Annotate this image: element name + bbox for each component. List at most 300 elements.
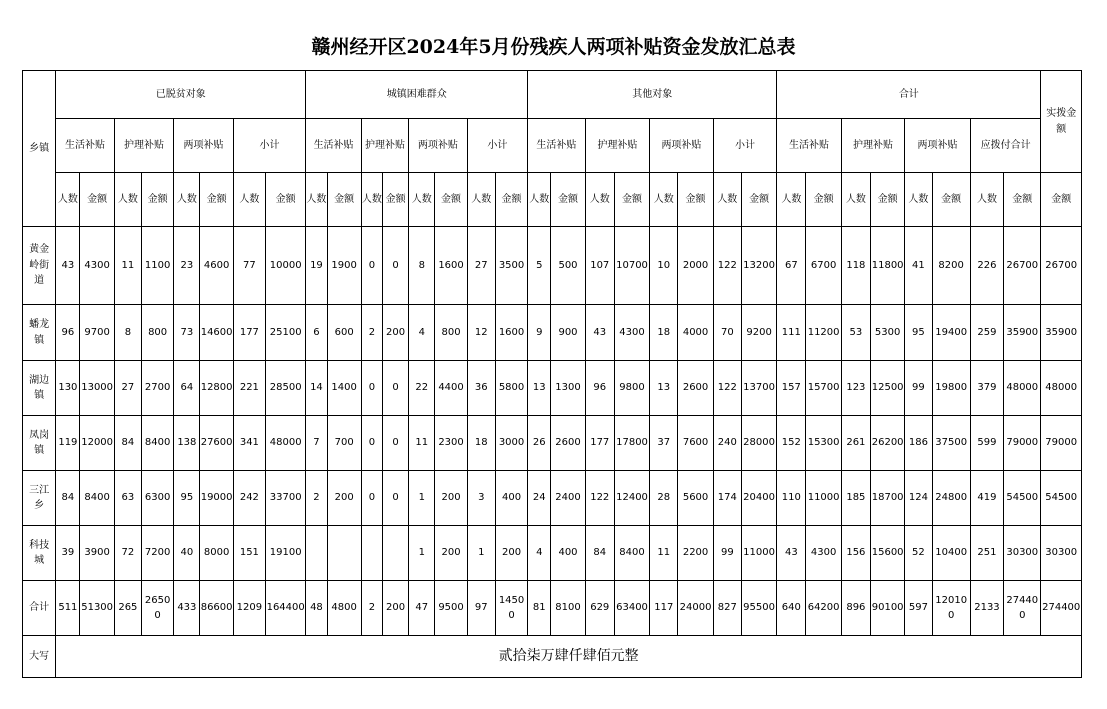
unit-header-people: 人数 xyxy=(361,173,382,227)
data-cell: 15300 xyxy=(806,416,841,471)
data-cell: 265 xyxy=(114,581,141,636)
data-cell: 24800 xyxy=(932,471,970,526)
data-cell: 54500 xyxy=(1041,471,1082,526)
sub-header-both: 两项补贴 xyxy=(905,119,971,173)
data-cell: 12500 xyxy=(871,361,905,416)
data-cell: 10000 xyxy=(266,227,306,305)
data-cell: 72 xyxy=(114,526,141,581)
data-cell: 26700 xyxy=(1004,227,1041,305)
data-cell: 1100 xyxy=(141,227,173,305)
data-cell: 19 xyxy=(306,227,327,305)
data-cell: 117 xyxy=(650,581,678,636)
data-cell: 0 xyxy=(361,227,382,305)
table-row xyxy=(23,416,1082,471)
data-cell: 0 xyxy=(382,416,408,471)
data-cell: 11 xyxy=(650,526,678,581)
data-cell: 67 xyxy=(777,227,806,305)
data-cell: 17800 xyxy=(614,416,649,471)
data-cell: 8000 xyxy=(200,526,233,581)
data-cell: 36 xyxy=(467,361,495,416)
sub-header-living: 生活补贴 xyxy=(306,119,361,173)
data-cell: 156 xyxy=(841,526,870,581)
data-cell: 30300 xyxy=(1041,526,1082,581)
data-cell: 10700 xyxy=(614,227,649,305)
data-cell: 1 xyxy=(409,526,435,581)
data-cell: 37500 xyxy=(932,416,970,471)
data-cell: 26700 xyxy=(1041,227,1082,305)
data-cell: 26200 xyxy=(871,416,905,471)
sub-header-nursing: 护理补贴 xyxy=(361,119,408,173)
unit-header-people: 人数 xyxy=(306,173,327,227)
data-cell: 107 xyxy=(585,227,614,305)
sub-header-nursing: 护理补贴 xyxy=(585,119,650,173)
data-cell: 20400 xyxy=(741,471,776,526)
data-cell: 14600 xyxy=(200,305,233,361)
data-cell: 640 xyxy=(777,581,806,636)
data-cell: 19100 xyxy=(266,526,306,581)
data-cell: 251 xyxy=(970,526,1003,581)
data-cell: 1 xyxy=(467,526,495,581)
data-cell: 1400 xyxy=(327,361,361,416)
data-cell: 122 xyxy=(713,227,741,305)
unit-header-people: 人数 xyxy=(56,173,80,227)
unit-header-people: 人数 xyxy=(174,173,200,227)
sub-header-payable: 应拨付合计 xyxy=(970,119,1041,173)
table-row xyxy=(23,361,1082,416)
data-cell: 18 xyxy=(650,305,678,361)
town-cell: 蟠龙镇 xyxy=(23,305,56,361)
data-cell: 259 xyxy=(970,305,1003,361)
data-cell: 33700 xyxy=(266,471,306,526)
data-cell: 130 xyxy=(56,361,80,416)
data-cell: 84 xyxy=(56,471,80,526)
data-cell: 1600 xyxy=(435,227,467,305)
data-cell: 341 xyxy=(233,416,265,471)
unit-header-people: 人数 xyxy=(841,173,870,227)
data-cell: 8200 xyxy=(932,227,970,305)
sub-header-nursing: 护理补贴 xyxy=(841,119,905,173)
data-cell: 110 xyxy=(777,471,806,526)
daxie-label: 大写 xyxy=(23,636,56,678)
data-cell: 2600 xyxy=(551,416,585,471)
data-cell: 99 xyxy=(905,361,932,416)
header-row-sub xyxy=(23,119,1082,173)
data-cell: 30300 xyxy=(1004,526,1041,581)
data-cell: 900 xyxy=(551,305,585,361)
page-title: 赣州经开区2024年5月份残疾人两项补贴资金发放汇总表 xyxy=(311,36,796,58)
sub-header-living: 生活补贴 xyxy=(777,119,842,173)
data-cell: 12800 xyxy=(200,361,233,416)
data-cell: 4400 xyxy=(435,361,467,416)
data-cell: 95500 xyxy=(741,581,776,636)
data-cell: 15700 xyxy=(806,361,841,416)
data-cell: 22 xyxy=(409,361,435,416)
data-cell: 8 xyxy=(114,305,141,361)
data-cell: 124 xyxy=(905,471,932,526)
data-cell: 12400 xyxy=(614,471,649,526)
data-cell: 597 xyxy=(905,581,932,636)
data-cell: 15600 xyxy=(871,526,905,581)
data-cell: 97 xyxy=(467,581,495,636)
data-cell: 3500 xyxy=(495,227,527,305)
data-cell: 8400 xyxy=(614,526,649,581)
town-cell: 合计 xyxy=(23,581,56,636)
data-cell: 13 xyxy=(650,361,678,416)
data-cell: 4 xyxy=(528,526,551,581)
data-cell: 2200 xyxy=(678,526,713,581)
unit-header-people: 人数 xyxy=(585,173,614,227)
data-cell: 70 xyxy=(713,305,741,361)
data-cell: 2000 xyxy=(678,227,713,305)
data-cell: 2 xyxy=(306,471,327,526)
data-cell: 200 xyxy=(495,526,527,581)
data-cell: 419 xyxy=(970,471,1003,526)
data-cell: 11 xyxy=(114,227,141,305)
data-cell: 111 xyxy=(777,305,806,361)
data-cell: 8 xyxy=(409,227,435,305)
data-cell: 3000 xyxy=(495,416,527,471)
header-row-groups xyxy=(23,71,1082,119)
data-cell: 26500 xyxy=(141,581,173,636)
town-cell: 湖边镇 xyxy=(23,361,56,416)
data-cell: 6700 xyxy=(806,227,841,305)
unit-header-people: 人数 xyxy=(233,173,265,227)
town-header: 乡镇 xyxy=(23,71,56,227)
data-cell: 64200 xyxy=(806,581,841,636)
data-cell: 261 xyxy=(841,416,870,471)
data-cell xyxy=(306,526,327,581)
data-cell: 5600 xyxy=(678,471,713,526)
data-cell: 4300 xyxy=(80,227,114,305)
data-cell: 1 xyxy=(409,471,435,526)
data-cell: 433 xyxy=(174,581,200,636)
data-cell: 43 xyxy=(56,227,80,305)
data-cell: 11 xyxy=(409,416,435,471)
unit-header-people: 人数 xyxy=(467,173,495,227)
data-cell: 200 xyxy=(382,305,408,361)
data-cell: 511 xyxy=(56,581,80,636)
data-cell: 47 xyxy=(409,581,435,636)
data-cell: 63 xyxy=(114,471,141,526)
unit-header-amount: 金额 xyxy=(266,173,306,227)
table-row xyxy=(23,581,1082,636)
table-row xyxy=(23,227,1082,305)
unit-header-amount: 金额 xyxy=(614,173,649,227)
data-cell: 4600 xyxy=(200,227,233,305)
data-cell: 51300 xyxy=(80,581,114,636)
unit-header-amount: 金额 xyxy=(932,173,970,227)
data-cell: 19000 xyxy=(200,471,233,526)
data-cell: 28000 xyxy=(741,416,776,471)
data-cell: 39 xyxy=(56,526,80,581)
data-cell: 48000 xyxy=(1041,361,1082,416)
data-cell: 63400 xyxy=(614,581,649,636)
data-cell: 13200 xyxy=(741,227,776,305)
data-cell: 35900 xyxy=(1041,305,1082,361)
data-cell: 40 xyxy=(174,526,200,581)
data-cell xyxy=(327,526,361,581)
unit-header-amount: 金额 xyxy=(495,173,527,227)
data-cell: 0 xyxy=(382,227,408,305)
data-cell: 599 xyxy=(970,416,1003,471)
group-header-chengzhen: 城镇困难群众 xyxy=(306,71,528,119)
data-cell xyxy=(361,526,382,581)
data-cell: 2700 xyxy=(141,361,173,416)
data-cell: 3 xyxy=(467,471,495,526)
sub-header-subtotal: 小计 xyxy=(713,119,777,173)
data-cell: 14 xyxy=(306,361,327,416)
data-cell: 7 xyxy=(306,416,327,471)
data-cell: 2600 xyxy=(678,361,713,416)
data-cell: 152 xyxy=(777,416,806,471)
data-cell: 5300 xyxy=(871,305,905,361)
data-cell: 79000 xyxy=(1004,416,1041,471)
data-cell: 41 xyxy=(905,227,932,305)
data-cell: 48 xyxy=(306,581,327,636)
data-cell: 200 xyxy=(435,526,467,581)
unit-header-amount: 金额 xyxy=(435,173,467,227)
data-cell: 43 xyxy=(585,305,614,361)
town-cell: 黄金岭街道 xyxy=(23,227,56,305)
data-cell: 18700 xyxy=(871,471,905,526)
data-cell: 700 xyxy=(327,416,361,471)
data-cell: 27600 xyxy=(200,416,233,471)
data-cell: 400 xyxy=(551,526,585,581)
unit-header-amount: 金额 xyxy=(678,173,713,227)
unit-header-amount: 金额 xyxy=(551,173,585,227)
data-cell: 4300 xyxy=(806,526,841,581)
data-cell: 400 xyxy=(495,471,527,526)
data-cell: 99 xyxy=(713,526,741,581)
subsidy-summary-table xyxy=(22,70,1082,678)
unit-header-people: 人数 xyxy=(409,173,435,227)
data-cell: 23 xyxy=(174,227,200,305)
unit-header-people: 人数 xyxy=(114,173,141,227)
data-cell: 25100 xyxy=(266,305,306,361)
data-cell: 84 xyxy=(585,526,614,581)
sub-header-subtotal: 小计 xyxy=(233,119,306,173)
data-cell: 1209 xyxy=(233,581,265,636)
data-cell: 27 xyxy=(114,361,141,416)
data-cell: 27 xyxy=(467,227,495,305)
unit-header-people: 人数 xyxy=(970,173,1003,227)
data-cell: 274400 xyxy=(1041,581,1082,636)
data-cell: 200 xyxy=(327,471,361,526)
data-cell: 3900 xyxy=(80,526,114,581)
data-cell: 1300 xyxy=(551,361,585,416)
daxie-value: 贰拾柒万肆仟肆佰元整 xyxy=(56,636,1082,678)
data-cell: 200 xyxy=(382,581,408,636)
sub-header-living: 生活补贴 xyxy=(56,119,114,173)
data-cell: 0 xyxy=(382,361,408,416)
data-cell: 827 xyxy=(713,581,741,636)
data-cell xyxy=(382,526,408,581)
data-cell: 64 xyxy=(174,361,200,416)
unit-header-amount: 金额 xyxy=(1041,173,1082,227)
data-cell: 9800 xyxy=(614,361,649,416)
data-cell: 37 xyxy=(650,416,678,471)
data-cell: 4000 xyxy=(678,305,713,361)
data-cell: 53 xyxy=(841,305,870,361)
data-cell: 19800 xyxy=(932,361,970,416)
data-cell: 0 xyxy=(382,471,408,526)
data-cell: 2400 xyxy=(551,471,585,526)
data-cell: 2300 xyxy=(435,416,467,471)
data-cell: 9700 xyxy=(80,305,114,361)
data-cell: 9200 xyxy=(741,305,776,361)
group-header-tuopin: 已脱贫对象 xyxy=(56,71,306,119)
table-row xyxy=(23,471,1082,526)
data-cell: 10 xyxy=(650,227,678,305)
data-cell: 11000 xyxy=(806,471,841,526)
data-cell: 151 xyxy=(233,526,265,581)
unit-header-amount: 金额 xyxy=(80,173,114,227)
table-row xyxy=(23,526,1082,581)
data-cell: 28 xyxy=(650,471,678,526)
table-row xyxy=(23,305,1082,361)
data-cell: 24000 xyxy=(678,581,713,636)
unit-header-amount: 金额 xyxy=(382,173,408,227)
data-cell: 11200 xyxy=(806,305,841,361)
data-cell: 164400 xyxy=(266,581,306,636)
data-cell: 800 xyxy=(435,305,467,361)
data-cell: 118 xyxy=(841,227,870,305)
data-cell: 52 xyxy=(905,526,932,581)
town-cell: 科技城 xyxy=(23,526,56,581)
data-cell: 13 xyxy=(528,361,551,416)
data-cell: 600 xyxy=(327,305,361,361)
data-cell: 86600 xyxy=(200,581,233,636)
data-cell: 10400 xyxy=(932,526,970,581)
data-cell: 185 xyxy=(841,471,870,526)
data-cell: 4800 xyxy=(327,581,361,636)
data-cell: 6300 xyxy=(141,471,173,526)
data-cell: 77 xyxy=(233,227,265,305)
data-cell: 7600 xyxy=(678,416,713,471)
data-cell: 43 xyxy=(777,526,806,581)
unit-header-people: 人数 xyxy=(777,173,806,227)
data-cell: 2133 xyxy=(970,581,1003,636)
group-header-qita: 其他对象 xyxy=(528,71,777,119)
data-cell: 14500 xyxy=(495,581,527,636)
unit-header-people: 人数 xyxy=(713,173,741,227)
data-cell: 240 xyxy=(713,416,741,471)
data-cell: 242 xyxy=(233,471,265,526)
sub-header-living: 生活补贴 xyxy=(528,119,585,173)
actual-amount-header: 实拨金额 xyxy=(1041,71,1082,173)
data-cell: 122 xyxy=(713,361,741,416)
data-cell: 896 xyxy=(841,581,870,636)
data-cell: 138 xyxy=(174,416,200,471)
data-cell: 8400 xyxy=(141,416,173,471)
unit-header-amount: 金额 xyxy=(1004,173,1041,227)
data-cell: 1900 xyxy=(327,227,361,305)
sub-header-both: 两项补贴 xyxy=(409,119,467,173)
data-cell: 1600 xyxy=(495,305,527,361)
data-cell: 95 xyxy=(905,305,932,361)
data-cell: 26 xyxy=(528,416,551,471)
town-cell: 三江乡 xyxy=(23,471,56,526)
data-cell: 157 xyxy=(777,361,806,416)
data-cell: 79000 xyxy=(1041,416,1082,471)
data-cell: 24 xyxy=(528,471,551,526)
data-cell: 18 xyxy=(467,416,495,471)
data-cell: 84 xyxy=(114,416,141,471)
data-cell: 8400 xyxy=(80,471,114,526)
data-cell: 122 xyxy=(585,471,614,526)
data-cell: 5800 xyxy=(495,361,527,416)
data-cell: 4300 xyxy=(614,305,649,361)
data-cell: 2 xyxy=(361,581,382,636)
data-cell: 11800 xyxy=(871,227,905,305)
data-cell: 629 xyxy=(585,581,614,636)
data-cell: 13700 xyxy=(741,361,776,416)
data-cell: 174 xyxy=(713,471,741,526)
data-cell: 9500 xyxy=(435,581,467,636)
unit-header-amount: 金额 xyxy=(141,173,173,227)
data-cell: 35900 xyxy=(1004,305,1041,361)
data-cell: 12 xyxy=(467,305,495,361)
data-cell: 95 xyxy=(174,471,200,526)
data-cell: 379 xyxy=(970,361,1003,416)
data-cell: 500 xyxy=(551,227,585,305)
data-cell: 221 xyxy=(233,361,265,416)
data-cell: 200 xyxy=(435,471,467,526)
unit-header-people: 人数 xyxy=(650,173,678,227)
data-cell: 120100 xyxy=(932,581,970,636)
data-cell: 7200 xyxy=(141,526,173,581)
sub-header-both: 两项补贴 xyxy=(174,119,234,173)
data-cell: 177 xyxy=(233,305,265,361)
header-row-units xyxy=(23,173,1082,227)
group-header-heji: 合计 xyxy=(777,71,1041,119)
data-cell: 73 xyxy=(174,305,200,361)
sub-header-subtotal: 小计 xyxy=(467,119,528,173)
data-cell: 226 xyxy=(970,227,1003,305)
data-cell: 4 xyxy=(409,305,435,361)
data-cell: 12000 xyxy=(80,416,114,471)
data-cell: 54500 xyxy=(1004,471,1041,526)
data-cell: 9 xyxy=(528,305,551,361)
data-cell: 8100 xyxy=(551,581,585,636)
sub-header-both: 两项补贴 xyxy=(650,119,714,173)
data-cell: 0 xyxy=(361,361,382,416)
data-cell: 28500 xyxy=(266,361,306,416)
sub-header-nursing: 护理补贴 xyxy=(114,119,173,173)
data-cell: 96 xyxy=(585,361,614,416)
data-cell: 186 xyxy=(905,416,932,471)
data-cell: 177 xyxy=(585,416,614,471)
data-cell: 19400 xyxy=(932,305,970,361)
data-cell: 48000 xyxy=(1004,361,1041,416)
unit-header-amount: 金额 xyxy=(871,173,905,227)
data-cell: 0 xyxy=(361,416,382,471)
data-cell: 96 xyxy=(56,305,80,361)
data-cell: 0 xyxy=(361,471,382,526)
data-cell: 6 xyxy=(306,305,327,361)
data-cell: 5 xyxy=(528,227,551,305)
unit-header-people: 人数 xyxy=(528,173,551,227)
data-cell: 11000 xyxy=(741,526,776,581)
unit-header-amount: 金额 xyxy=(741,173,776,227)
data-cell: 2 xyxy=(361,305,382,361)
data-cell: 90100 xyxy=(871,581,905,636)
daxie-row xyxy=(23,636,1082,678)
data-cell: 800 xyxy=(141,305,173,361)
data-cell: 274400 xyxy=(1004,581,1041,636)
data-cell: 48000 xyxy=(266,416,306,471)
data-cell: 81 xyxy=(528,581,551,636)
